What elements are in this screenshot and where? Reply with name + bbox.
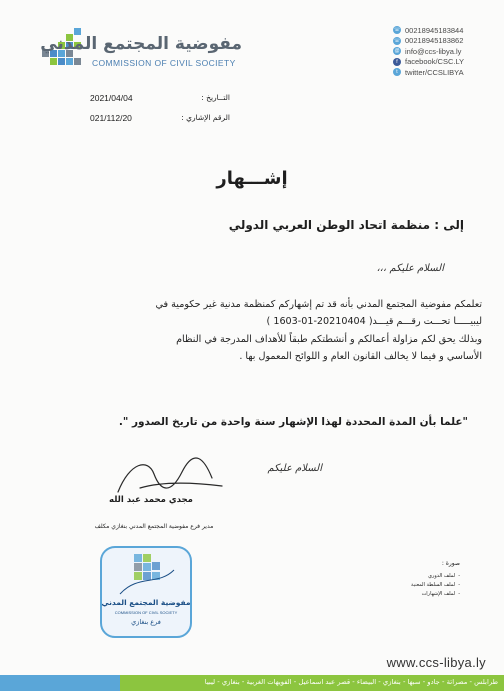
phone-icon: ☏ bbox=[393, 27, 401, 34]
body-line: الأساسي و فيما لا يخالف القانون العام و اللوائح المعمول بها . bbox=[239, 351, 482, 363]
org-logo bbox=[42, 28, 242, 76]
closing-salutation: السلام عليكم bbox=[267, 463, 322, 474]
contact-facebook: f facebook/CSC.LY bbox=[393, 57, 501, 68]
greeting: السلام عليكم ،،، bbox=[376, 263, 444, 274]
stamp-org-ar: مفوضية المجتمع المدني bbox=[101, 598, 191, 607]
contact-phone-2: ☏ 00218945183862 bbox=[393, 36, 464, 46]
email-icon: @ bbox=[394, 48, 400, 55]
body-line: ليبيـــــا تحـــت رقـــم قيـــد( 20210404-01-1603 ) bbox=[266, 316, 482, 328]
org-name-ar: مفوضية المجتمع المدني bbox=[40, 34, 242, 54]
official-stamp bbox=[98, 544, 194, 640]
stamp-org-en: COMMISSION OF CIVIL SOCIETY bbox=[114, 610, 178, 615]
facebook-icon: f bbox=[393, 58, 401, 66]
contact-twitter: t twitter/CCSLIBYA bbox=[393, 67, 501, 78]
footer-cities: طرابلس - مصراتة - جادو - سبها - بنغازي - البيضاء - قصر عبد اسماعيل - الفويهات الغربية - بنغازي - ليبيا bbox=[204, 678, 498, 686]
reference-row bbox=[70, 113, 230, 133]
contact-list bbox=[393, 25, 501, 78]
date-value: 2021/04/04 bbox=[90, 93, 133, 103]
org-name-en: COMMISSION OF CIVIL SOCIETY bbox=[92, 58, 236, 68]
copy-item: - لملف السلطة المعنية bbox=[340, 581, 460, 590]
page-footer bbox=[0, 651, 504, 691]
body-line: تعلمكم مفوضية المجتمع المدني بأنه قد تم إشهاركم كمنظمة مدنية غير حكومية في bbox=[155, 299, 482, 310]
document-title: إشـــهار bbox=[216, 168, 288, 189]
validity-note: "علما بأن المدة المحددة لهذا الإشهار سنة واحدة من تاريخ الصدور ". bbox=[118, 416, 468, 428]
website-link[interactable]: www.ccs-libya.ly bbox=[386, 655, 486, 670]
reference-label: الرقم الإشاري : bbox=[181, 113, 230, 122]
recipient-line: إلى : منظمة اتحاد الوطن العربي الدولي bbox=[228, 218, 464, 232]
copy-item: - لملف الإشهارات bbox=[340, 590, 460, 599]
footer-bar-blue bbox=[0, 675, 120, 691]
copy-item: - لملف الدوري bbox=[340, 572, 460, 581]
reference-value: 021/112/20 bbox=[90, 113, 132, 123]
stamp-branch: فرع بنغازي bbox=[131, 618, 161, 626]
body-line: وبذلك يحق لكم مزاولة أعمالكم و أنشطتكم طبقاً للأهداف المدرجة في النظام bbox=[176, 333, 482, 345]
document-meta bbox=[70, 93, 230, 133]
signer-title: مدير فرع مفوضية المجتمع المدني بنغازي مكلف bbox=[94, 523, 214, 530]
phone-icon: ☏ bbox=[393, 37, 401, 44]
contact-phone-1: ☏ 00218945183844 bbox=[393, 25, 464, 35]
contact-email: @ info@ccs-libya.ly bbox=[394, 46, 462, 56]
copies-list bbox=[340, 560, 460, 599]
signer-name: مجدي محمد عبد الله bbox=[109, 495, 193, 505]
copies-heading: صورة : bbox=[441, 560, 460, 567]
body-text bbox=[22, 296, 482, 366]
date-row bbox=[70, 93, 230, 113]
date-label: التــاريخ : bbox=[201, 93, 230, 102]
twitter-icon: t bbox=[393, 68, 401, 76]
